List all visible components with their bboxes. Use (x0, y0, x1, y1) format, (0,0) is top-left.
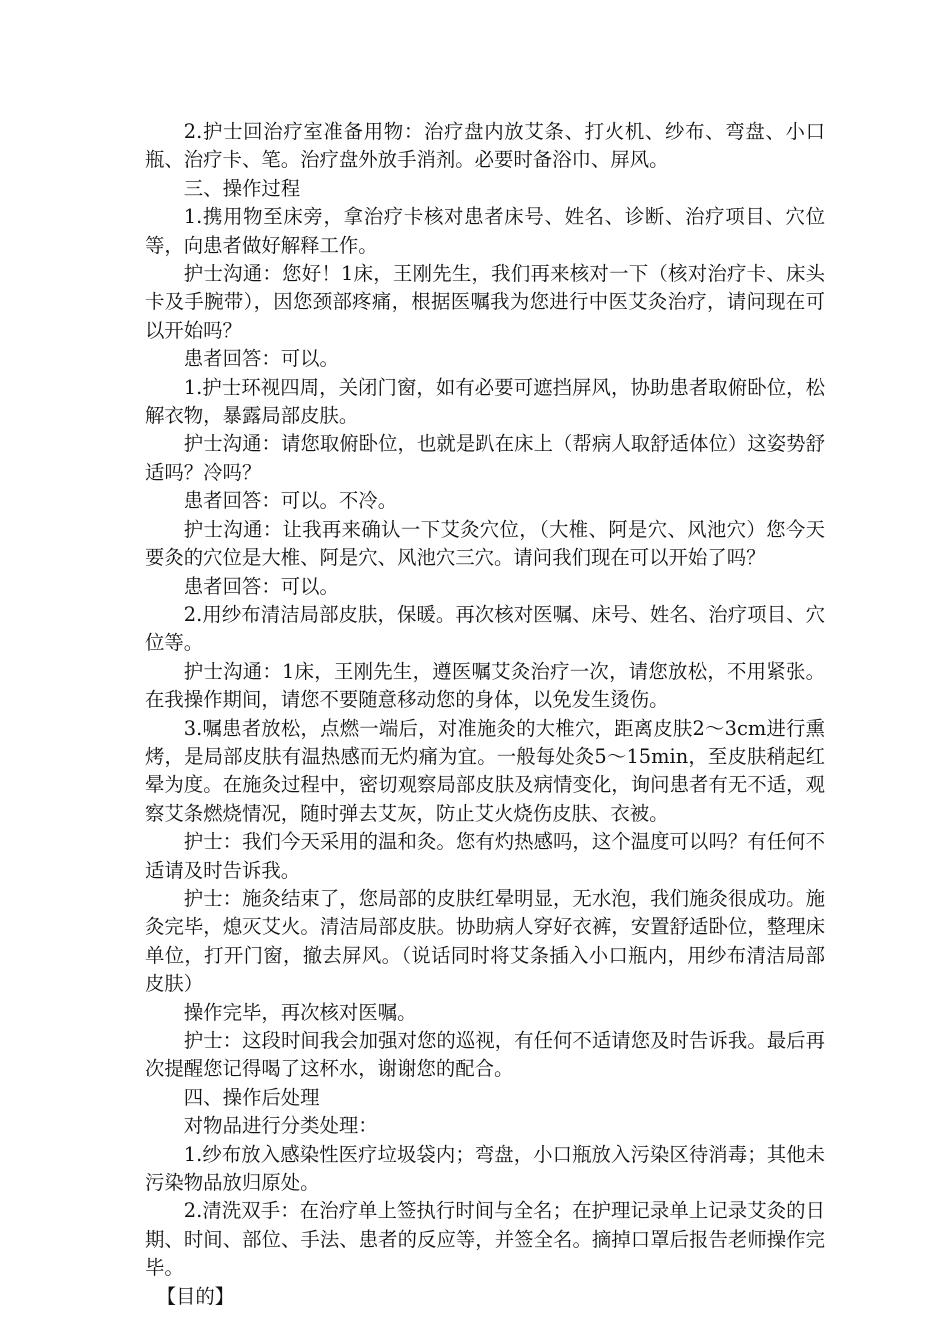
paragraph-nurse-dialogue: 护士：这段时间我会加强对您的巡视，有任何不适请您及时告诉我。最后再次提醒您记得喝了这杯水，谢谢您的配合。 (145, 1029, 825, 1081)
paragraph-patient-reply: 患者回答：可以。 (183, 574, 339, 598)
paragraph-nurse-dialogue: 护士沟通：1床，王刚先生，遵医嘱艾灸治疗一次，请您放松，不用紧张。在我操作期间，请您不要随意移动您的身体，以免发生烫伤。 (145, 659, 825, 712)
paragraph-nurse-dialogue: 护士沟通：请您取俯卧位，也就是趴在床上（帮病人取舒适体位）这姿势舒适吗？冷吗？ (145, 432, 825, 484)
paragraph-operation-complete: 操作完毕，再次核对医嘱。 (183, 1000, 417, 1024)
paragraph-nurse-dialogue: 护士沟通：让我再来确认一下艾灸穴位，（大椎、阿是穴、风池穴）您今天要灸的穴位是大椎、阿是穴、风池穴三穴。请问我们现在可以开始了吗？ (145, 517, 825, 570)
paragraph-step-wash-hands: 2.清洗双手：在治疗单上签执行时间与全名；在护理记录单上记录艾灸的日期、时间、部位、手法、患者的反应等，并签全名。摘掉口罩后报告老师操作完毕。 (145, 1199, 825, 1280)
paragraph-step-waste: 1.纱布放入感染性医疗垃圾袋内；弯盘，小口瓶放入污染区待消毒；其他未污染物品放归原处。 (145, 1142, 825, 1195)
paragraph-step-clean-skin: 2.用纱布清洁局部皮肤，保暖。再次核对医嘱、床号、姓名、治疗项目、穴位等。 (145, 602, 825, 655)
paragraph-nurse-dialogue: 护士沟通：您好！1床，王刚先生，我们再来核对一下（核对治疗卡、床头卡及手腕带），因您颈部疼痛，根据医嘱我为您进行中医艾灸治疗，请问现在可以开始吗？ (145, 262, 825, 342)
paragraph-step-environment: 1.护士环视四周，关闭门窗，如有必要可遮挡屏风，协助患者取俯卧位，松解衣物，暴露局部皮肤。 (145, 375, 825, 428)
paragraph-nurse-dialogue: 护士：我们今天采用的温和灸。您有灼热感吗，这个温度可以吗？有任何不适请及时告诉我。 (145, 830, 825, 882)
section-heading-purpose: 【目的】 (156, 1284, 235, 1308)
paragraph-prepare-supplies: 2.护士回治疗室准备用物：治疗盘内放艾条、打火机、纱布、弯盘、小口瓶、治疗卡、笔。治疗盘外放手消剂。必要时备浴巾、屏风。 (145, 120, 825, 172)
paragraph-step-verify: 1.携用物至床旁，拿治疗卡核对患者床号、姓名、诊断、治疗项目、穴位等，向患者做好解释工作。 (145, 205, 825, 257)
paragraph-patient-reply: 患者回答：可以。 (183, 347, 339, 371)
paragraph-patient-reply: 患者回答：可以。不冷。 (183, 489, 398, 513)
document-body (145, 118, 825, 1311)
paragraph-nurse-dialogue: 护士：施灸结束了，您局部的皮肤红晕明显，无水泡，我们施灸很成功。施灸完毕，熄灭艾火。清洁局部皮肤。协助病人穿好衣裤，安置舒适卧位，整理床单位，打开门窗，撤去屏风。（说话同时将艾条插入小口瓶内，用纱布清洁局部皮肤） (145, 886, 825, 996)
paragraph-sort-items: 对物品进行分类处理： (183, 1114, 378, 1138)
section-heading-post-processing: 四、操作后处理 (183, 1085, 320, 1109)
section-heading-procedure: 三、操作过程 (183, 176, 301, 200)
paragraph-step-moxibustion: 3.嘱患者放松，点燃一端后，对准施灸的大椎穴，距离皮肤2～3cm进行熏烤，是局部皮肤有温热感而无灼痛为宜。一般每处灸5～15min，至皮肤稍起红晕为度。在施灸过程中，密切观察局部皮肤及病情变化，询问患者有无不适，观察艾条燃烧情况，随时弹去艾灰，防止艾火烧伤皮肤、衣被。 (145, 716, 825, 825)
